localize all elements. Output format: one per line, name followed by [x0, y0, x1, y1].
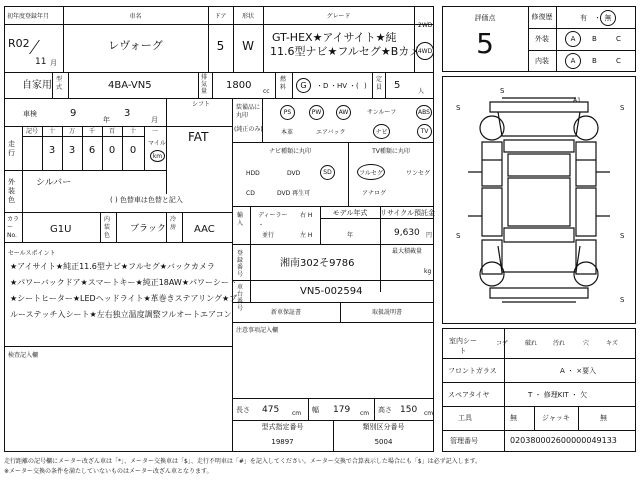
model-label: 型式 [56, 76, 63, 91]
notes-label: 注意事項記入欄 [236, 327, 279, 334]
fuel-close: ) [364, 82, 367, 90]
import-parallel: 並行 [262, 232, 275, 239]
navi-dvd: DVD [287, 170, 301, 177]
interior-grade-c: C [616, 57, 621, 65]
history-label: 修復歴 [531, 13, 553, 21]
chassis-number: VN5-002594 [300, 286, 363, 297]
selling-point-line: ★パワーバックドア★スマートキー★純正18AW★パワーシート [10, 278, 237, 287]
fuel-gasoline-circle: G [296, 78, 311, 93]
doors: 5 [216, 39, 225, 53]
mgmt-number: 020380002600000049133 [510, 436, 617, 445]
max-load-label: 最大積載量 [392, 248, 423, 255]
navi-cd: CD [246, 190, 255, 197]
interior-seat-label: 室内シート [449, 337, 477, 355]
footer-note-1: 走行距離の記号欄にメーター改ざん車は「*」、メーター交換車は「$」、走行不明車は「#」を記入してください。メーター交換で合算表示した場合にも「$」は必ず記入します。 [4, 458, 482, 465]
diagram-mark: S [456, 232, 461, 240]
interior-label: 内装 [535, 57, 549, 65]
color-change-note: ( ) 色替車は色替と記入 [110, 196, 183, 204]
exterior-grade-b: B [592, 35, 597, 43]
grade-line-2: 11.6型ナビ★フルセグ★Bカメ [270, 45, 421, 58]
inspector-label: 検査記入欄 [8, 352, 39, 359]
interior-grade-b: B [592, 57, 597, 65]
model-year-unit: 年 [347, 232, 354, 239]
footer-note-2: ※メーター交換の条件を満たしていないものはメーター改ざん車となります。 [4, 468, 213, 475]
navi-type-label: ナビ種類に丸印 [268, 148, 311, 155]
score: 5 [476, 27, 494, 60]
mileage-label: 走行 [8, 140, 15, 157]
color-no-label: カラーNo. [7, 216, 20, 239]
drive-4wd-circle: 4WD [416, 42, 434, 60]
jack-label: ジャッキ [542, 414, 570, 422]
exterior-color-label: 外装色 [8, 178, 15, 204]
reg-year-label: 初年度登録年月 [7, 13, 50, 20]
navi-sd-circle: SD [320, 165, 335, 180]
tools-value: 無 [510, 414, 517, 422]
diagram-mark: A1 [573, 97, 581, 104]
recycle-label: リサイクル預託金 [380, 209, 436, 217]
equip-aw: AW [336, 105, 351, 120]
manual-label: 取扱説明書 [371, 309, 402, 316]
equip-pw: PW [309, 105, 324, 120]
equip-ps: PS [280, 105, 295, 120]
reg-month: 11 [35, 57, 47, 67]
capacity-unit: 人 [418, 88, 425, 95]
exterior-grade-c: C [616, 35, 621, 43]
shift: FAT [188, 130, 209, 144]
tv-fullseg-circle: フルセグ [357, 164, 385, 180]
equip-abs: ABS [416, 105, 432, 120]
mileage-digit: 3 [68, 145, 76, 156]
body-type: W [242, 39, 254, 53]
diagram-mark: S [500, 87, 505, 95]
body-label: 形状 [241, 13, 254, 20]
type-cert-label: 型式指定番号 [261, 423, 304, 431]
plate-number: 湘南302そ9786 [280, 258, 355, 269]
width-unit: cm [360, 410, 370, 417]
diagram-mark: S [620, 104, 625, 112]
import-label: 輸入 [237, 212, 244, 227]
selling-points-label: セールスポイント [8, 250, 56, 257]
model: 4BA-VN5 [108, 80, 152, 91]
mgmt-label: 管理番号 [450, 437, 478, 445]
mileage-digit: 0 [129, 145, 137, 156]
mileage-unit-mile: マイル [148, 140, 166, 147]
width-value: 179 [333, 405, 351, 415]
class-number: 5004 [374, 438, 393, 446]
capacity-label: 定員 [376, 76, 383, 91]
interior-color-label: 内装色 [104, 216, 111, 239]
car-name: レヴォーグ [108, 39, 163, 52]
navi-hdd: HDD [246, 170, 260, 177]
mileage-unit-km-circle: km [150, 150, 165, 162]
grade-label: グレード [326, 13, 351, 20]
plate-label: 登録番号 [237, 250, 244, 278]
color-no: G1U [50, 224, 72, 235]
equip-leather: 本革 [281, 129, 294, 136]
height-value: 150 [400, 405, 418, 415]
length-value: 475 [262, 405, 280, 415]
seat-tear: 破れ [525, 340, 538, 347]
doors-label: ドア [214, 13, 227, 20]
equip-tv: TV [417, 124, 432, 139]
seat-stain: 汚れ [553, 340, 566, 347]
car-name-label: 車名 [129, 13, 142, 20]
score-label: 評価点 [474, 14, 496, 22]
recycle-amount: 9,630 [394, 228, 420, 238]
exterior-color: シルバー [36, 178, 72, 188]
warranty-label: 新車保証書 [270, 309, 301, 316]
fuel-diesel: D [323, 82, 329, 90]
inspection-year-unit: 年 [103, 116, 110, 124]
width-label: 幅 [312, 406, 319, 414]
seat-burn: コゲ [496, 340, 509, 347]
height-unit: cm [424, 410, 434, 417]
glass-value: A ・ ×要入 [560, 367, 597, 375]
reg-month-unit: 月 [50, 59, 57, 67]
inspection-month: 3 [124, 108, 131, 119]
inspection-label: 車検 [23, 110, 37, 118]
fuel-hybrid: HV [337, 82, 348, 90]
max-load-unit: kg [424, 268, 432, 275]
import-left-hand: 左 H [300, 232, 313, 239]
chassis-label: 車台番号 [237, 284, 244, 312]
grade-line-1: GT-HEX★アイサイト★純 [272, 31, 397, 44]
ac-label: 冷房 [170, 216, 177, 231]
jack-value: 無 [600, 414, 607, 422]
fuel-label: 燃料 [280, 76, 287, 91]
fuel-open: ( [356, 82, 359, 90]
mileage-digit: 3 [48, 145, 56, 156]
tv-analog: アナログ [362, 190, 387, 197]
displacement-unit: cc [263, 88, 270, 95]
spare-tire-value: T ・ 修理KIT ・ 欠 [528, 391, 588, 399]
equipment-label: 装備品に丸印 [236, 104, 261, 119]
diagram-mark: S [456, 104, 461, 112]
seat-hole: 穴 [583, 340, 590, 347]
selling-point-line: ルーステッチ入シート★左右独立温度調整フルオートエアコン [10, 310, 232, 319]
tv-oneseg: ワンセグ [406, 170, 431, 177]
type-cert: 19897 [271, 438, 294, 446]
navi-dvd-play: DVD 再生可 [277, 190, 311, 197]
selling-point-line: ★アイサイト★純正11.6型ナビ★フルセグ★バックカメラ [10, 262, 215, 271]
interior-grade-a-circle: A [565, 53, 581, 69]
diagram-mark: S [620, 232, 625, 240]
exterior-label: 外装 [535, 35, 549, 43]
import-right-hand: 右 H [300, 212, 313, 219]
equip-navi: ナビ [373, 124, 390, 139]
mileage-digit: 6 [88, 145, 96, 156]
exterior-grade-a-circle: A [565, 31, 581, 47]
reg-year: R02 [8, 37, 30, 50]
tv-type-label: TV種類に丸印 [372, 148, 410, 155]
displacement-label: 排気量 [201, 74, 208, 95]
seat-scratch: キズ [606, 340, 618, 347]
length-unit: cm [292, 410, 302, 417]
capacity: 5 [394, 80, 401, 91]
mileage-digit: 0 [108, 145, 116, 156]
inspection-year: 9 [70, 108, 77, 119]
usage: 自家用 [22, 80, 52, 91]
car-diagram [442, 76, 636, 324]
model-year-label: モデル年式 [332, 209, 368, 217]
inspection-month-unit: 月 [151, 116, 158, 124]
selling-point-line: ★シートヒーター★LEDヘッドライト★革巻きステアリング★ブ [10, 294, 238, 303]
displacement: 1800 [226, 80, 252, 91]
equip-airbag: エアバック [316, 129, 346, 136]
interior-color: ブラック [130, 224, 166, 234]
history-yes: 有 [580, 14, 587, 22]
height-label: 高さ [378, 406, 392, 414]
ac: AAC [194, 224, 215, 235]
shift-label: シフト [192, 101, 211, 108]
import-dealer: ディーラー [258, 212, 288, 219]
history-no-circle: 無 [600, 10, 616, 26]
length-label: 長さ [236, 406, 250, 414]
drive-2wd: 2WD [418, 22, 433, 29]
glass-label: フロントガラス [448, 367, 497, 375]
equip-sunroof: サンルーフ [367, 109, 397, 116]
equipment-sub: (純正のみ) [234, 126, 263, 133]
spare-tire-label: スペアタイヤ [448, 391, 490, 399]
tools-label: 工具 [458, 414, 472, 422]
recycle-unit: 円 [426, 232, 433, 239]
class-label: 類別区分番号 [362, 423, 405, 431]
diagram-mark: S [620, 296, 625, 304]
